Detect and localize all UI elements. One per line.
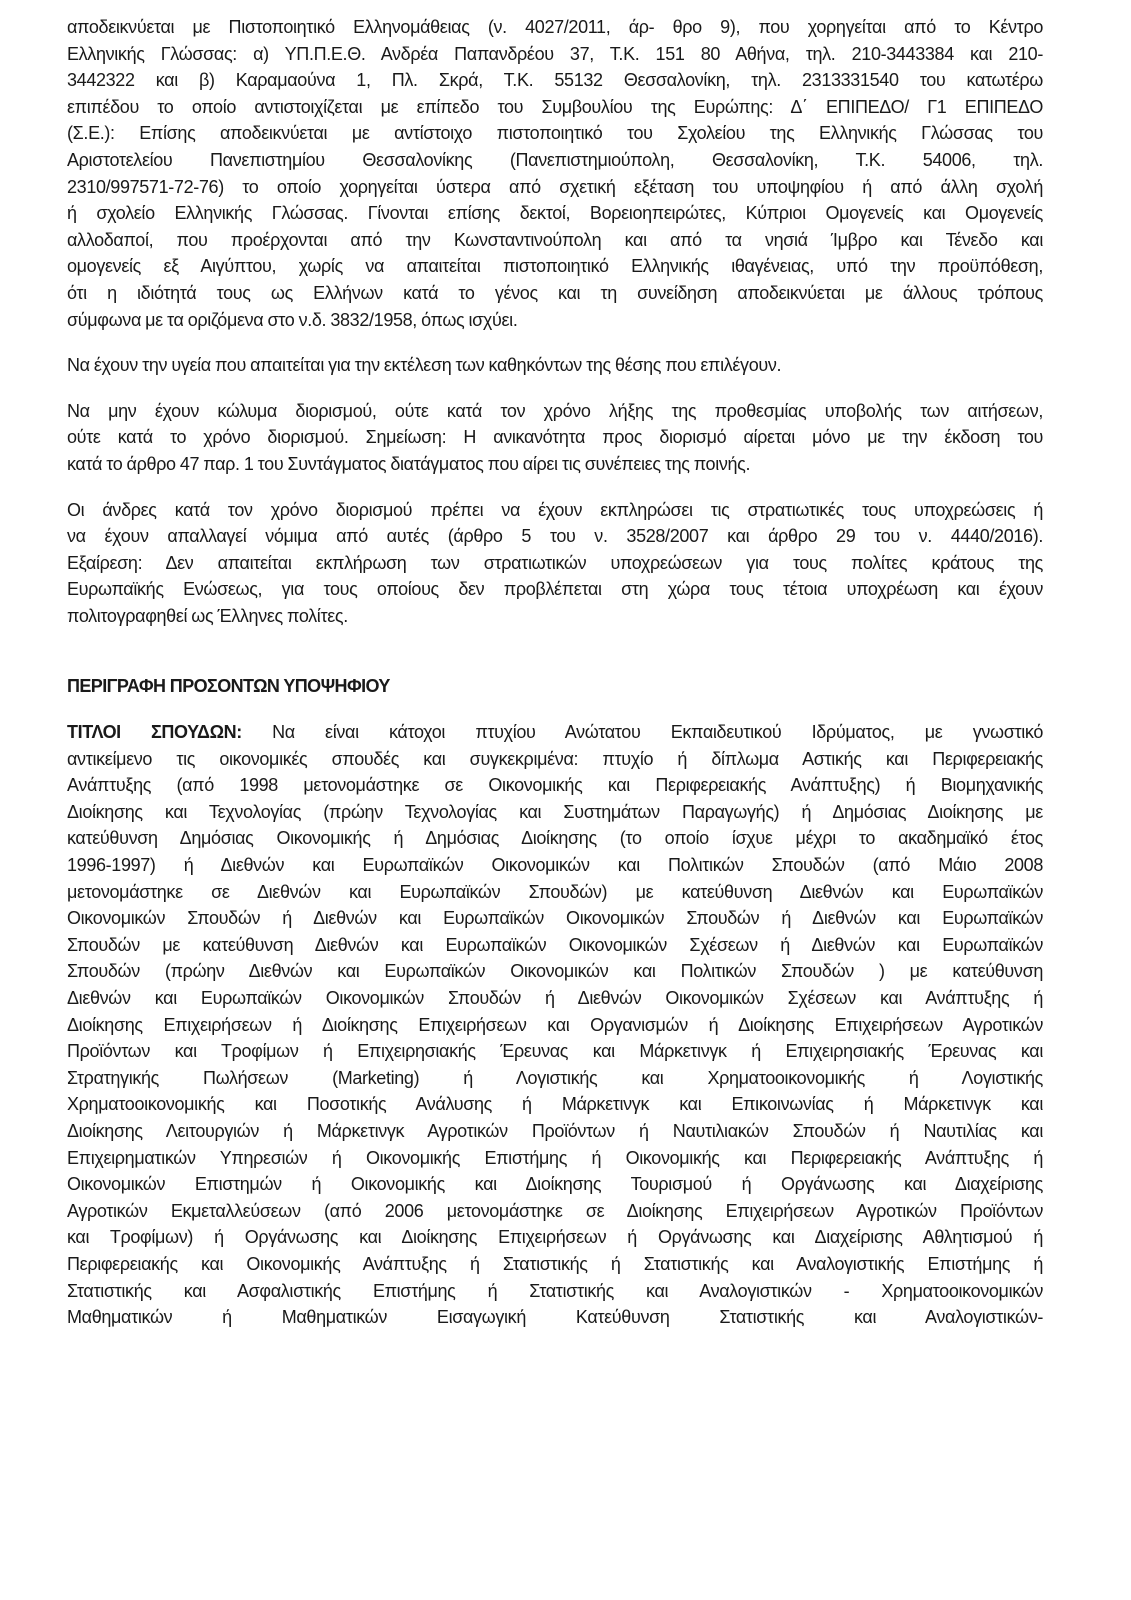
text-line: Ανάπτυξης (από 1998 μετονομάστηκε σε Οικονομικής και Περιφερειακής Ανάπτυξης) ή Βιομηχανικής bbox=[67, 775, 1043, 796]
text-line: Ευρωπαϊκής Ενώσεως, για τους οποίους δεν προβλέπεται στη χώρα τους τέτοια υποχρέωση και έχουν bbox=[67, 579, 1043, 600]
text-line: Εξαίρεση: Δεν απαιτείται εκπλήρωση των στρατιωτικών υποχρεώσεων για τους πολίτες κράτους της bbox=[67, 552, 1043, 573]
text-line: Μαθηματικών ή Μαθηματικών Εισαγωγική Κατεύθυνση Στατιστικής και Αναλογιστικών- bbox=[67, 1307, 1043, 1328]
text-line: αντικείμενο τις οικονομικές σπουδές και συγκεκριμένα: πτυχίο ή δίπλωμα Αστικής και Περιφερειακής bbox=[67, 748, 1043, 769]
text-line: Αγροτικών Εκμεταλλεύσεων (από 2006 μετονομάστηκε σε Διοίκησης Επιχειρήσεων Αγροτικών Προϊόντων bbox=[67, 1200, 1043, 1221]
section-heading: ΠΕΡΙΓΡΑΦΗ ΠΡΟΣΟΝΤΩΝ ΥΠΟΨΗΦΙΟΥ bbox=[67, 676, 390, 697]
text-line: (Σ.Ε.): Επίσης αποδεικνύεται με αντίστοιχο πιστοποιητικό του Σχολείου της Ελληνικής Γλώσσας του bbox=[67, 123, 1043, 144]
degree-titles-label: ΤΙΤΛΟΙ ΣΠΟΥΔΩΝ: bbox=[67, 722, 242, 743]
text-line: 1996-1997) ή Διεθνών και Ευρωπαϊκών Οικονομικών και Πολιτικών Σπουδών (από Μάιο 2008 bbox=[67, 855, 1043, 876]
paragraph-greek-language-certificate bbox=[67, 14, 1043, 333]
text-line: 3442322 και β) Καραμαούνα 1, Πλ. Σκρά, Τ.Κ. 55132 Θεσσαλονίκη, τηλ. 2313331540 του κατωτέρω bbox=[67, 70, 1043, 91]
text-line: Διεθνών και Ευρωπαϊκών Οικονομικών Σπουδών ή Διεθνών Οικονομικών Σχέσεων και Ανάπτυξης ή bbox=[67, 988, 1043, 1008]
text-line: Σπουδών με κατεύθυνση Διεθνών και Ευρωπαϊκών Οικονομικών Σχέσεων ή Διεθνών και Ευρωπαϊκών bbox=[67, 934, 1043, 955]
text-line: σύμφωνα με τα οριζόμενα στο ν.δ. 3832/1958, όπως ισχύει. bbox=[67, 309, 518, 330]
text-line: μετονομάστηκε σε Διεθνών και Ευρωπαϊκών Σπουδών) με κατεύθυνση Διεθνών και Ευρωπαϊκών bbox=[67, 881, 1043, 902]
text-line: ότι η ιδιότητά τους ως Ελλήνων κατά το γένος και τη συνείδηση αποδεικνύεται με άλλους τρόπους bbox=[67, 282, 1043, 303]
text-line: Οικονομικών Σπουδών ή Διεθνών και Ευρωπαϊκών Οικονομικών Σπουδών ή Διεθνών και Ευρωπαϊκών bbox=[67, 908, 1043, 929]
text-line: ούτε κατά το χρόνο διορισμού. Σημείωση: Η ανικανότητα προς διορισμό αίρεται μόνο με την έκδοση του bbox=[67, 427, 1043, 448]
text-line: Περιφερειακής και Οικονομικής Ανάπτυξης ή Στατιστικής ή Στατιστικής και Αναλογιστικής Επιστήμης ή bbox=[67, 1253, 1043, 1274]
text-line: Να μην έχουν κώλυμα διορισμού, ούτε κατά τον χρόνο λήξης της προθεσμίας υποβολής των αιτήσεων, bbox=[67, 400, 1043, 421]
text-line: επιπέδου το οποίο αντιστοιχίζεται με επίπεδο του Συμβουλίου της Ευρώπης: Δ΄ ΕΠΙΠΕΔΟ/ Γ1 ΕΠΙΠΕΔΟ bbox=[67, 96, 1043, 117]
text-line: κατά το άρθρο 47 παρ. 1 του Συντάγματος διατάγματος που αίρει τις συνέπειες της ποινής. bbox=[67, 453, 751, 474]
degree-titles-intro: Να είναι κάτοχοι πτυχίου Ανώτατου Εκπαιδευτικού Ιδρύματος, με γνωστικό bbox=[241, 722, 1044, 743]
text-line: Διοίκησης Επιχειρήσεων ή Διοίκησης Επιχειρήσεων και Οργανισμών ή Διοίκησης Επιχειρήσεων Αγροτικών bbox=[67, 1014, 1043, 1035]
text-line: Στρατηγικής Πωλήσεων (Marketing) ή Λογιστικής και Χρηματοοικονομικής ή Λογιστικής bbox=[67, 1067, 1043, 1088]
document-page bbox=[67, 14, 1043, 1331]
text-line: Αριστοτελείου Πανεπιστημίου Θεσσαλονίκης (Πανεπιστημιούπολη, Θεσσαλονίκη, Τ.Κ. 54006, τηλ. bbox=[67, 149, 1043, 170]
text-line: Σπουδών (πρώην Διεθνών και Ευρωπαϊκών Οικονομικών και Πολιτικών Σπουδών ) με κατεύθυνση bbox=[67, 961, 1043, 982]
paragraph-appointment-impediment bbox=[67, 398, 1043, 478]
text-line: Οικονομικών Επιστημών ή Οικονομικής και Διοίκησης Τουρισμού ή Οργάνωσης και Διαχείρισης bbox=[67, 1174, 1043, 1195]
text-line bbox=[67, 719, 1043, 746]
text-line: Ελληνικής Γλώσσας: α) ΥΠ.Π.Ε.Θ. Ανδρέα Παπανδρέου 37, Τ.Κ. 151 80 Αθήνα, τηλ. 210-3443384 και 210- bbox=[67, 43, 1043, 64]
text-line: αλλοδαποί, που προέρχονται από την Κωνσταντινούπολη και από τα νησιά Ίμβρο και Τένεδο και bbox=[67, 229, 1043, 250]
text-line: Διοίκησης και Τεχνολογίας (πρώην Τεχνολογίας και Συστημάτων Παραγωγής) ή Δημόσιας Διοίκησης με bbox=[67, 801, 1043, 822]
text-line: 2310/997571-72-76) το οποίο χορηγείται ύστερα από σχετική εξέταση του υποψηφίου ή από άλλη σχολή bbox=[67, 176, 1043, 197]
text-line: κατεύθυνση Δημόσιας Οικονομικής ή Δημόσιας Διοίκησης (το οποίο ίσχυε μέχρι το ακαδημαϊκό έτος bbox=[67, 828, 1043, 849]
paragraph-health-requirement bbox=[67, 352, 1043, 379]
text-line: Διοίκησης Λειτουργιών ή Μάρκετινγκ Αγροτικών Προϊόντων ή Ναυτιλιακών Σπουδών ή Ναυτιλίας και bbox=[67, 1120, 1043, 1141]
text-line: Οι άνδρες κατά τον χρόνο διορισμού πρέπει να έχουν εκπληρώσει τις στρατιωτικές τους υποχρεώσεις ή bbox=[67, 499, 1043, 520]
paragraph-degree-titles bbox=[67, 719, 1043, 1331]
paragraph-military-obligations bbox=[67, 497, 1043, 630]
text-line: και Τροφίμων) ή Οργάνωσης και Διοίκησης Επιχειρήσεων ή Οργάνωσης και Διαχείρισης Αθλητισμού ή bbox=[67, 1227, 1043, 1248]
text-line: ή σχολείο Ελληνικής Γλώσσας. Γίνονται επίσης δεκτοί, Βορειοηπειρώτες, Κύπριοι Ομογενείς και Ομογενείς bbox=[67, 203, 1043, 224]
text-line: Στατιστικής και Ασφαλιστικής Επιστήμης ή Στατιστικής και Αναλογιστικών - Χρηματοοικονομικών bbox=[67, 1280, 1043, 1301]
text-line: Επιχειρηματικών Υπηρεσιών ή Οικονομικής Επιστήμης ή Οικονομικής και Περιφερειακής Ανάπτυξης ή bbox=[67, 1147, 1043, 1168]
text-line: Χρηματοοικονομικής και Ποσοτικής Ανάλυσης ή Μάρκετινγκ και Επικοινωνίας ή Μάρκετινγκ και bbox=[67, 1094, 1043, 1115]
text-line: Προϊόντων και Τροφίμων ή Επιχειρησιακής Έρευνας και Μάρκετινγκ ή Επιχειρησιακής Έρευνας και bbox=[67, 1041, 1043, 1062]
text-line: ομογενείς εξ Αιγύπτου, χωρίς να απαιτείται πιστοποιητικό Ελληνικής ιθαγένειας, υπό την προϋπόθεση, bbox=[67, 256, 1043, 277]
text-line: να έχουν απαλλαγεί νόμιμα από αυτές (άρθρο 5 του ν. 3528/2007 και άρθρο 29 του ν. 4440/2016). bbox=[67, 526, 1043, 547]
text-line: πολιτογραφηθεί ως Έλληνες πολίτες. bbox=[67, 605, 348, 626]
text-line: Να έχουν την υγεία που απαιτείται για την εκτέλεση των καθηκόντων της θέσης που επιλέγουν. bbox=[67, 355, 782, 376]
text-line: αποδεικνύεται με Πιστοποιητικό Ελληνομάθειας (ν. 4027/2011, άρ- θρο 9), που χορηγείται από το Κέντρο bbox=[67, 17, 1043, 37]
